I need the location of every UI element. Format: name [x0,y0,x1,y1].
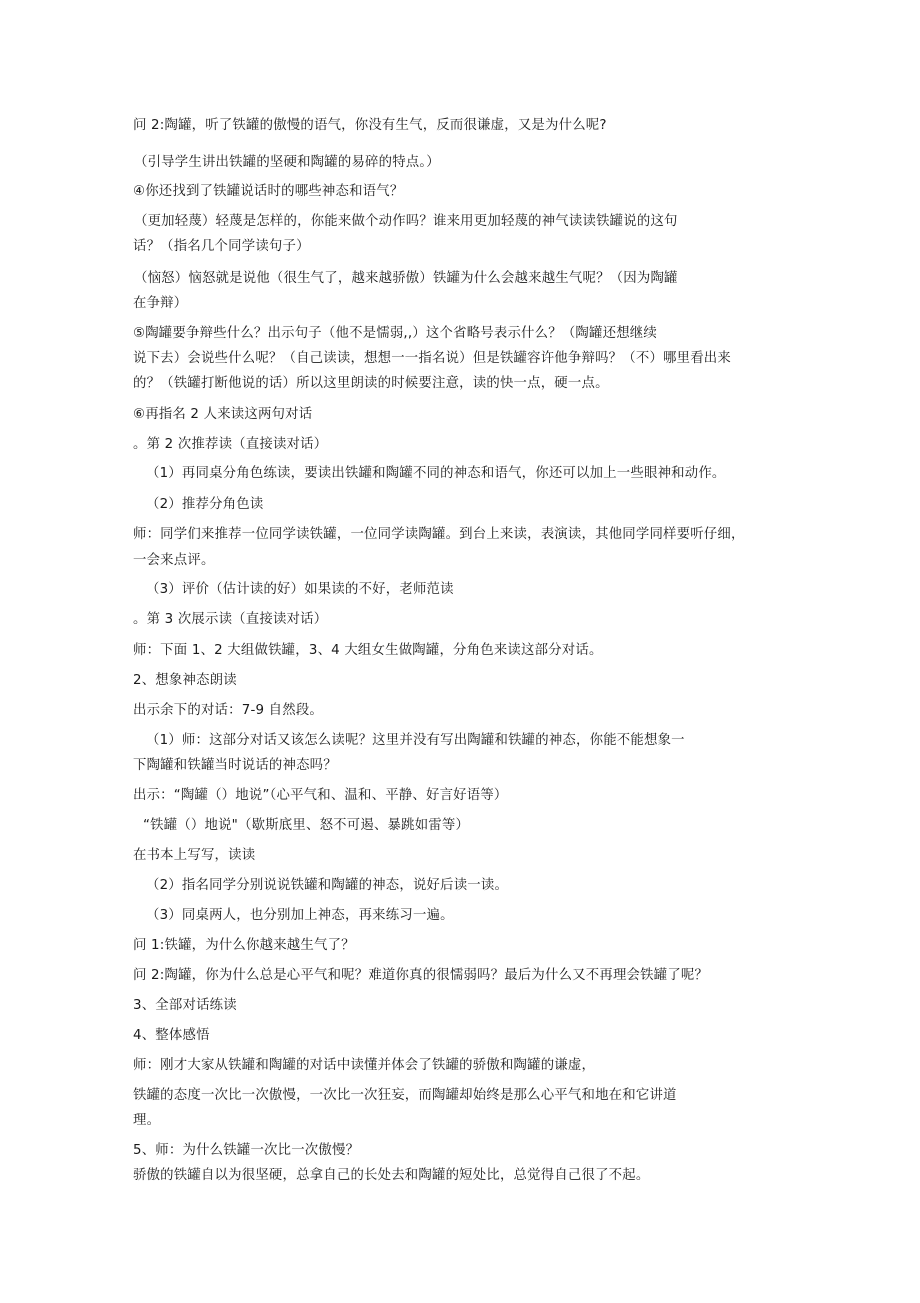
text-line: （恼怒）恼怒就是说他（很生气了，越来越骄傲）铁罐为什么会越来越生气呢？（因为陶罐 [134,271,678,286]
text-line: ⑥再指名 2 人来读这两句对话 [133,407,313,422]
text-line: 。第 3 次展示读（直接读对话） [133,612,328,627]
text-line: （2）推荐分角色读 [146,497,264,512]
text-line: 2、想象神态朗读 [133,673,237,688]
text-line: 问 2:陶罐，听了铁罐的傲慢的语气，你没有生气，反而很谦虚，又是为什么呢? [133,118,607,133]
text-line: （2）指名同学分别说说铁罐和陶罐的神态，说好后读一读。 [146,878,509,893]
text-line: 的？（铁罐打断他说的话）所以这里朗读的时候要注意，读的快一点，硬一点。 [133,376,609,391]
text-line: （更加轻蔑）轻蔑是怎样的，你能来做个动作吗？谁来用更加轻蔑的神气读读铁罐说的这句 [134,214,678,229]
text-line: （1）师：这部分对话又该怎么读呢？这里并没有写出陶罐和铁罐的神态，你能不能想象一 [146,733,685,748]
text-line: 在书本上写写，读读 [133,848,256,863]
text-line: 4、整体感悟 [133,1028,210,1043]
text-line: 下陶罐和铁罐当时说话的神态吗？ [133,758,337,773]
text-line: （1）再同桌分角色练读，要读出铁罐和陶罐不同的神态和语气，你还可以加上一些眼神和动作。 [146,466,726,481]
text-line: 一会来点评。 [133,553,215,568]
text-line: （3）同桌两人，也分别加上神态，再来练习一遍。 [146,908,454,923]
text-line: 出示：“陶罐（）地说”（心平气和、温和、平静、好言好语等） [133,788,508,803]
text-line: ⑤陶罐要争辩些什么？出示句子（他不是懦弱,,）这个省略号表示什么？（陶罐还想继续 [133,326,657,341]
text-line: 问 1:铁罐，为什么你越来越生气了？ [133,938,355,953]
text-line: 3、全部对话练读 [133,998,237,1013]
text-line: 说下去）会说些什么呢？（自己读读，想想一一指名说）但是铁罐容许他争辩吗？（不）哪里看出来 [133,351,731,366]
text-line: （引导学生讲出铁罐的坚硬和陶罐的易碎的特点。） [134,155,440,170]
text-line: 师：同学们来推荐一位同学读铁罐，一位同学读陶罐。到台上来读，表演读，其他同学同样要听仔细， [133,527,745,542]
text-line: 理。 [133,1113,161,1128]
text-line: 。第 2 次推荐读（直接读对话） [133,437,328,452]
text-line: 骄傲的铁罐自以为很坚硬，总拿自己的长处去和陶罐的短处比，总觉得自己很了不起。 [133,1168,650,1183]
text-line: ④你还找到了铁罐说话时的哪些神态和语气？ [133,184,404,199]
text-line: “铁罐（）地说"（歇斯底里、怒不可遏、暴跳如雷等） [143,818,470,833]
text-line: 问 2:陶罐，你为什么总是心平气和呢？难道你真的很懦弱吗？最后为什么又不再理会铁罐了呢？ [133,968,709,983]
text-line: 铁罐的态度一次比一次傲慢，一次比一次狂妄，而陶罐却始终是那么心平气和地在和它讲道 [133,1088,677,1103]
text-line: （3）评价（估计读的好）如果读的不好，老师范读 [146,582,454,597]
text-line: 在争辩） [133,296,188,311]
text-line: 5、师：为什么铁罐一次比一次傲慢？ [133,1143,360,1158]
text-line: 出示余下的对话：7-9 自然段。 [133,703,324,718]
text-line: 师：下面 1、2 大组做铁罐，3、4 大组女生做陶罐，分角色来读这部分对话。 [133,643,603,658]
text-line: 师：刚才大家从铁罐和陶罐的对话中读懂并体会了铁罐的骄傲和陶罐的谦虚， [133,1058,596,1073]
text-line: 话？（指名几个同学读句子） [133,239,310,254]
